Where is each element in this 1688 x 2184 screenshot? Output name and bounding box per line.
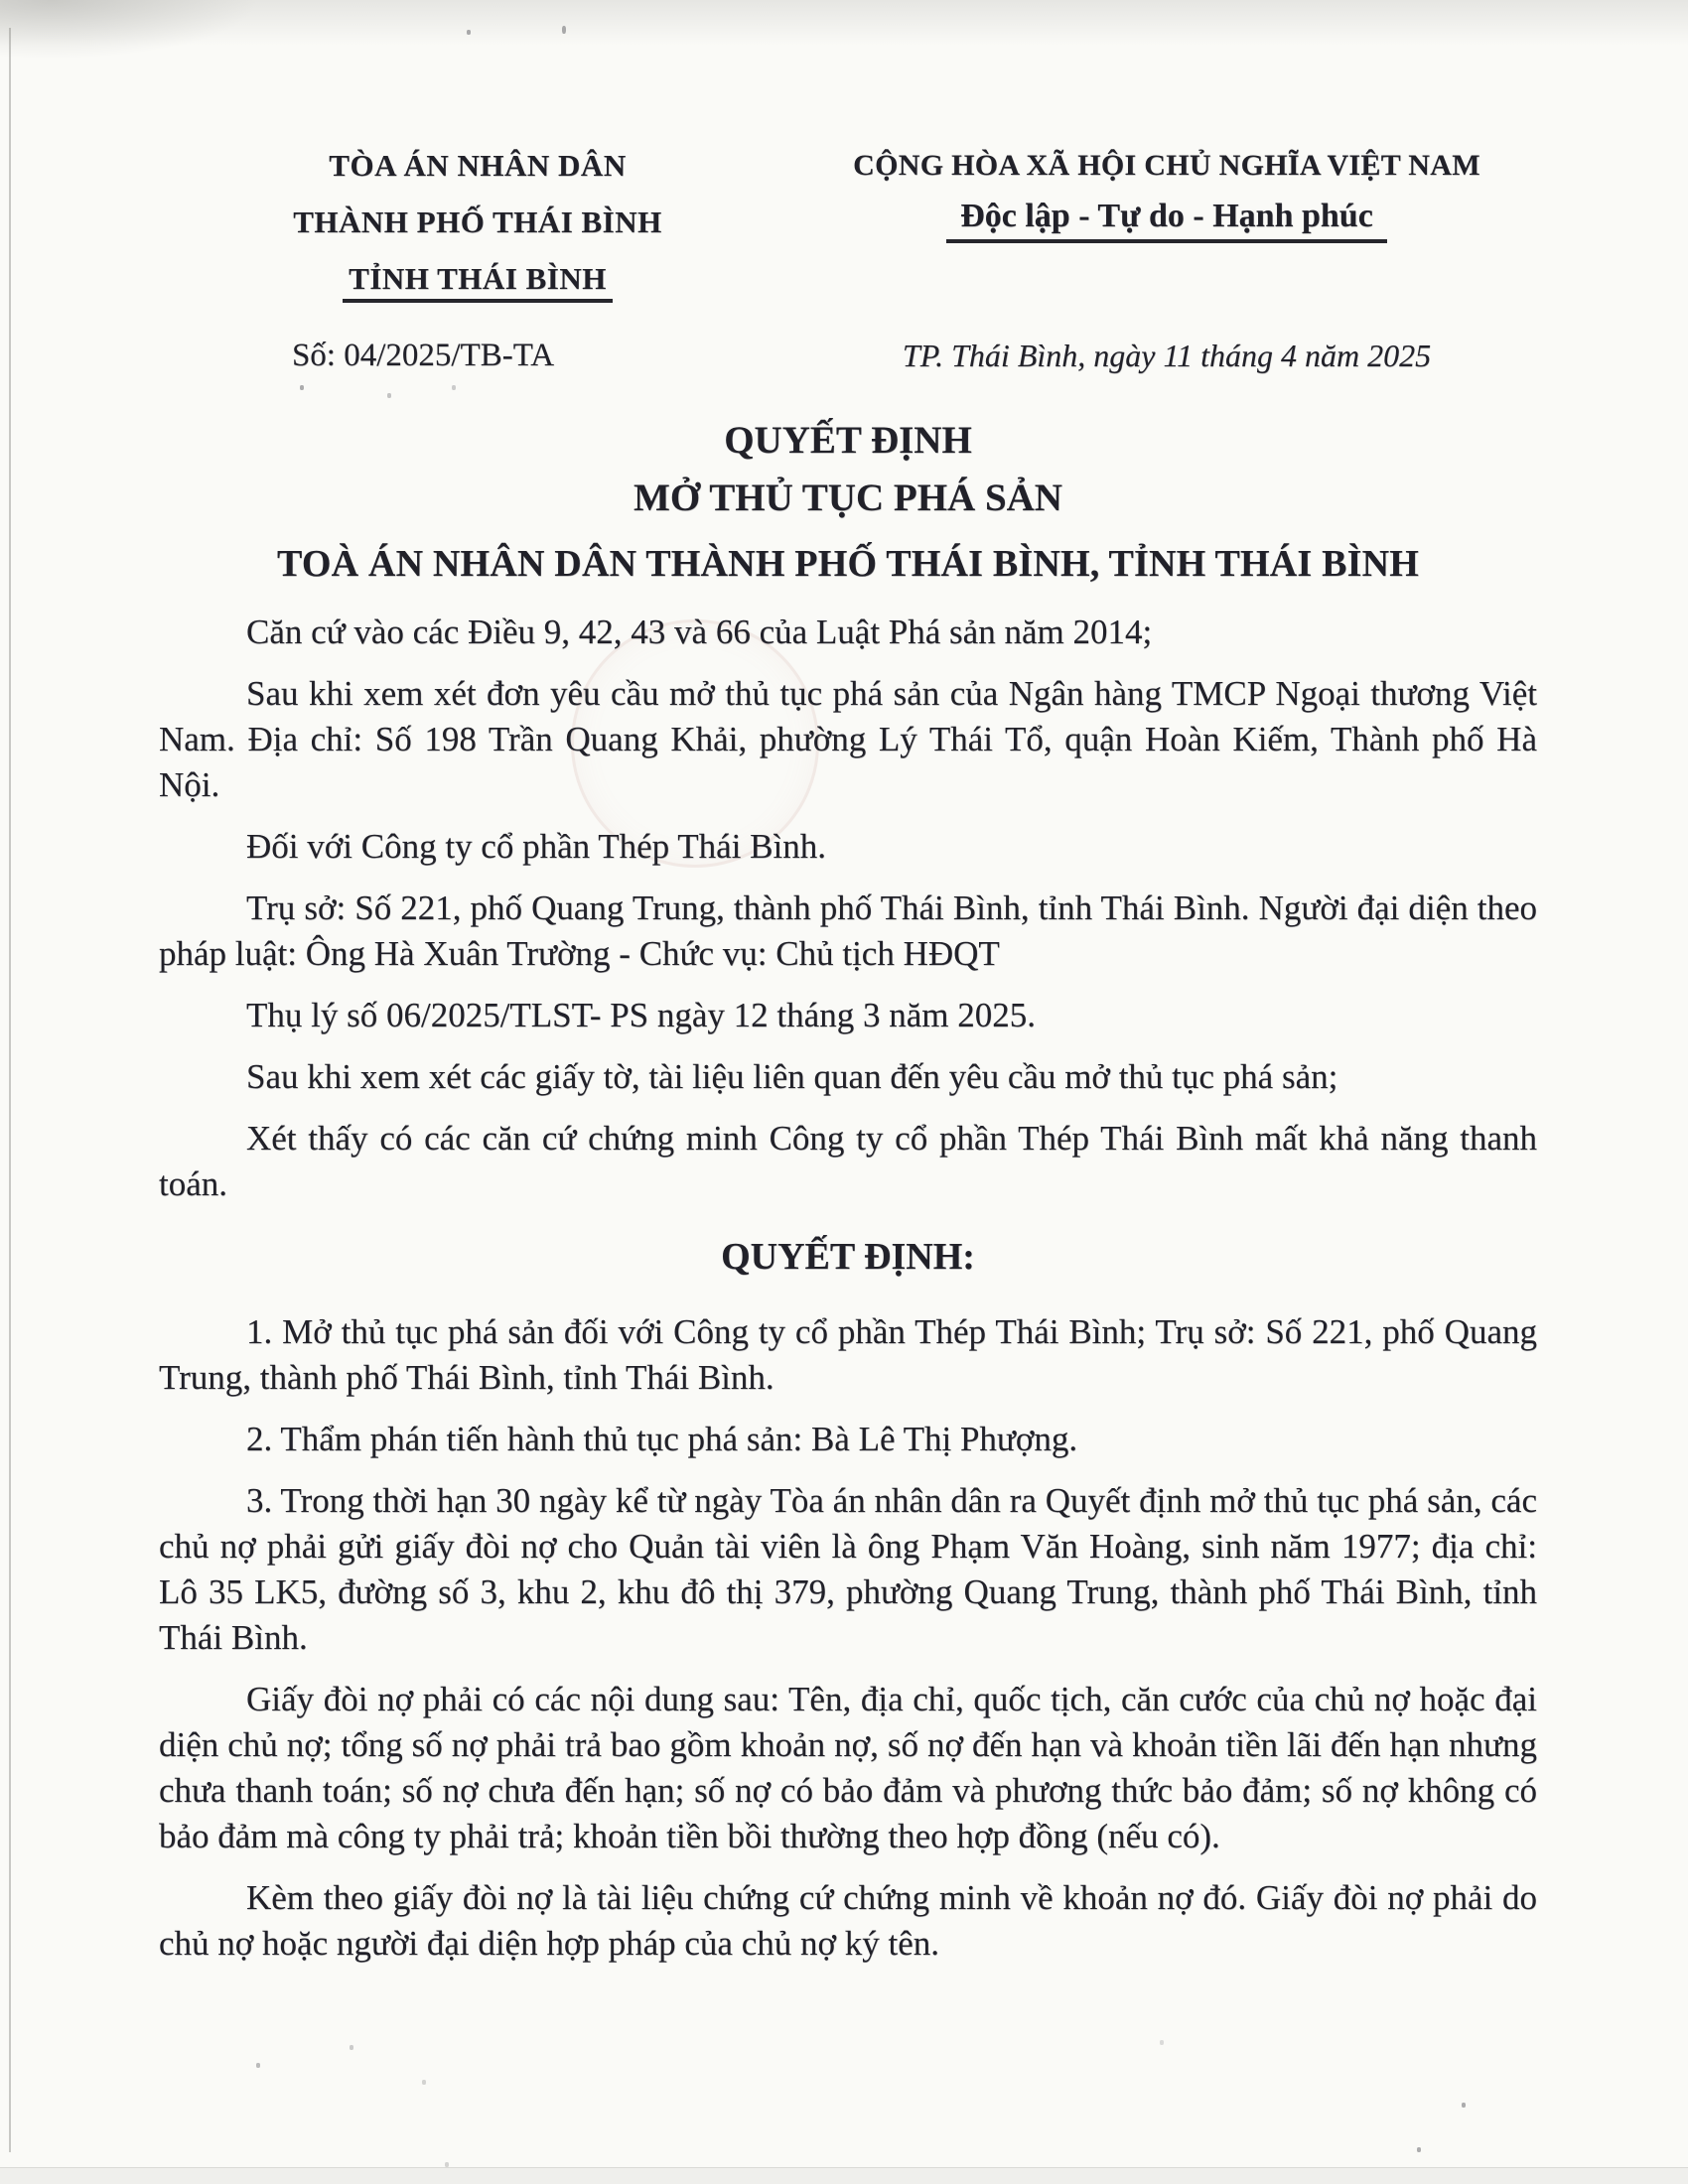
scan-speck (350, 2045, 353, 2050)
decision-paragraph: 2. Thẩm phán tiến hành thủ tục phá sản: Bà Lê Thị Phượng. (246, 1420, 1078, 1459)
scan-speck (1462, 2103, 1466, 2108)
national-motto-block (796, 137, 1537, 307)
preamble-paragraph: Sau khi xem xét các giấy tờ, tài liệu liên quan đến yêu cầu mở thủ tục phá sản; (246, 1056, 1338, 1096)
motto-line (796, 194, 1537, 250)
decision-section-heading: QUYẾT ĐỊNH: (721, 1235, 975, 1278)
scan-speck (1160, 2040, 1164, 2045)
title-decision: QUYẾT ĐỊNH (724, 419, 972, 462)
scan-speck (562, 26, 566, 34)
scan-speck (256, 2063, 260, 2068)
decision-paragraph: 3. Trong thời hạn 30 ngày kể từ ngày Tòa án nhân dân ra Quyết định mở thủ tục phá sản, các chủ nợ phải gửi giấy đòi nợ cho Quản tài viên là ông Phạm Văn Hoàng, sinh năm 1977; địa chỉ: Lô 35 LK5, đường số 3, khu 2, khu đô thị 379, phường Quang Trung, thành phố Thái Bình, tỉnh Thái Bình. (159, 1481, 1537, 1658)
place-date-line: TP. Thái Bình, ngày 11 tháng 4 năm 2025 (902, 338, 1432, 373)
scan-speck (1417, 2147, 1421, 2152)
court-city-line: THÀNH PHỐ THÁI BÌNH (293, 205, 662, 239)
preamble-paragraph: Thụ lý số 06/2025/TLST- PS ngày 12 tháng 3 năm 2025. (246, 995, 1036, 1034)
decision-paragraph: Giấy đòi nợ phải có các nội dung sau: Tên, địa chỉ, quốc tịch, căn cước của chủ nợ hoặc đại diện chủ nợ; tổng số nợ phải trả bao gồm khoản nợ, số nợ đến hạn và khoản tiền lãi đến hạn nhưng chưa thanh toán; số nợ chưa đến hạn; số nợ có bảo đảm và phương thức bảo đảm; số nợ không có bảo đảm mà công ty phải trả; khoản tiền bồi thường theo hợp đồng (nếu có). (159, 1680, 1537, 1856)
document-number: Số: 04/2025/TB-TA (291, 338, 555, 373)
number-date-row (159, 333, 1537, 378)
title-subject: MỞ THỦ TỤC PHÁ SẢN (633, 476, 1062, 519)
court-province-line (159, 250, 796, 307)
document-content (159, 137, 1537, 1982)
decision-paragraph: Kèm theo giấy đòi nợ là tài liệu chứng cứ chứng minh về khoản nợ đó. Giấy đòi nợ phải do chủ nợ hoặc người đại diện hợp pháp của chủ nợ ký tên. (159, 1878, 1537, 1964)
national-title: CỘNG HÒA XÃ HỘI CHỦ NGHĨA VIỆT NAM (853, 149, 1480, 182)
scan-corner-smudge (0, 0, 258, 60)
preamble-paragraph: Xét thấy có các căn cứ chứng minh Công ty cổ phần Thép Thái Bình mất khả năng thanh toán. (159, 1118, 1537, 1203)
preamble-paragraph: Đối với Công ty cổ phần Thép Thái Bình. (246, 826, 826, 866)
document-header (159, 137, 1537, 307)
scan-speck (467, 30, 471, 35)
preamble-paragraph: Căn cứ vào các Điều 9, 42, 43 và 66 của Luật Phá sản năm 2014; (246, 612, 1153, 651)
scan-speck (445, 2162, 449, 2167)
decision-paragraph: 1. Mở thủ tục phá sản đối với Công ty cổ phần Thép Thái Bình; Trụ sở: Số 221, phố Quang Trung, thành phố Thái Bình, tỉnh Thái Bình. (159, 1312, 1537, 1398)
issuing-court-block (159, 137, 796, 307)
document-title-block (159, 420, 1537, 586)
court-province-text: TỈNH THÁI BÌNH (343, 262, 613, 303)
court-name-line: TÒA ÁN NHÂN DÂN (329, 148, 627, 183)
title-issuer: TOÀ ÁN NHÂN DÂN THÀNH PHỐ THÁI BÌNH, TỈNH THÁI BÌNH (276, 542, 1420, 585)
motto-text: Độc lập - Tự do - Hạnh phúc (946, 197, 1387, 243)
scan-edge-line (9, 28, 11, 2152)
preamble-paragraph: Trụ sở: Số 221, phố Quang Trung, thành phố Thái Bình, tỉnh Thái Bình. Người đại diện theo pháp luật: Ông Hà Xuân Trường - Chức vụ: Chủ tịch HĐQT (159, 887, 1537, 973)
scan-bottom-edge (0, 2167, 1688, 2184)
scan-top-shadow (0, 0, 1688, 46)
preamble-paragraph: Sau khi xem xét đơn yêu cầu mở thủ tục phá sản của Ngân hàng TMCP Ngoại thương Việt Nam. Địa chỉ: Số 198 Trần Quang Khải, phường Lý Thái Tổ, quận Hoàn Kiếm, Thành phố Hà Nội. (159, 673, 1537, 804)
scan-speck (422, 2080, 426, 2085)
